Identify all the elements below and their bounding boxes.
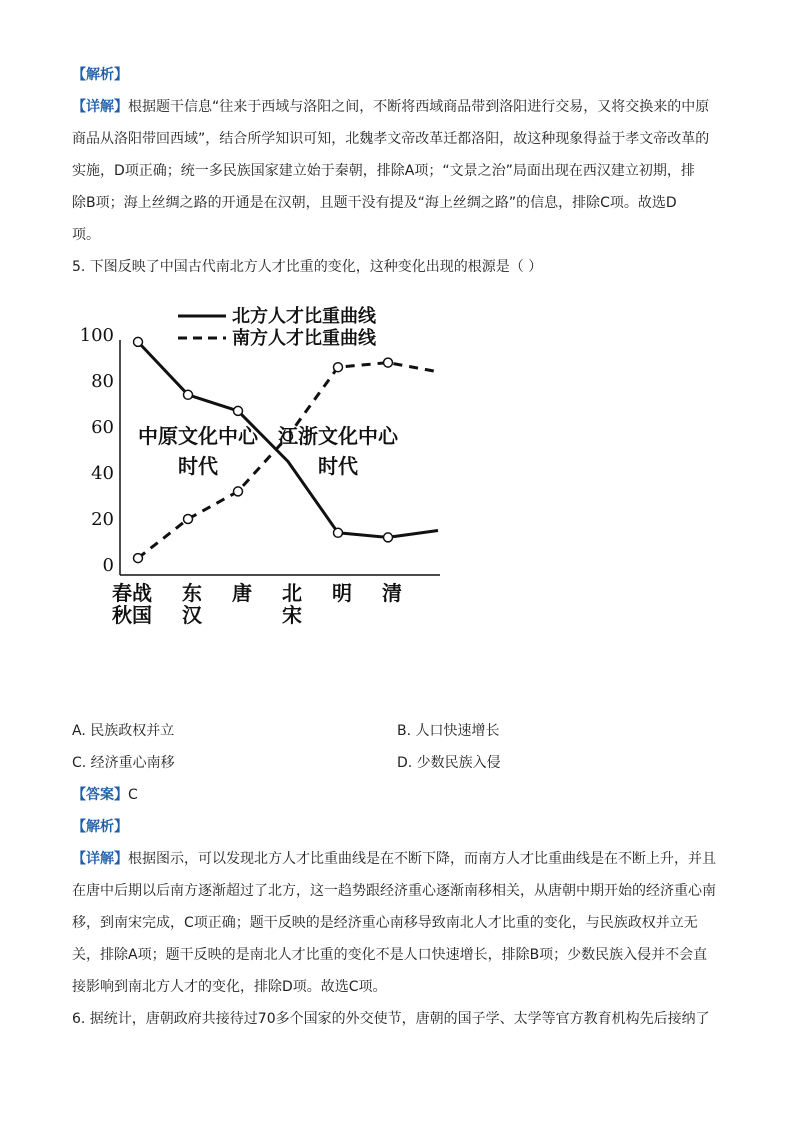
- q5-detail-line-1: [72, 850, 716, 868]
- data-point-north-0: [134, 337, 143, 346]
- detail-label: 【详解】: [72, 99, 128, 115]
- data-point-south-1: [184, 515, 193, 524]
- y-tick-label-40: 40: [91, 463, 114, 484]
- y-tick-label-60: 60: [91, 417, 114, 438]
- q5-detail-line-3: 移，到南宋完成，C项正确；题干反映的是经济重心南移导致南北人才比重的变化，与民族政权并立无: [72, 915, 698, 931]
- q5-detail-line-2: 在唐中后期以后南方逐渐超过了北方，这一趋势跟经济重心逐渐南移相关，从唐朝中期开始的经济重心南: [72, 883, 716, 899]
- x-label-3-bottom: 宋: [282, 603, 302, 627]
- q5-detail-line-5: 接影响到南北方人才的变化，排除D项。故选C项。: [72, 979, 387, 995]
- annotation-0-line1: 中原文化中心: [138, 424, 258, 449]
- x-label-2-top: 唐: [232, 581, 252, 605]
- x-label-3-top: 北: [282, 581, 302, 605]
- option-c: C. 经济重心南移: [72, 755, 175, 771]
- option-b: B. 人口快速增长: [397, 723, 500, 739]
- detail-line-5: 项。: [72, 227, 100, 243]
- talent-ratio-chart: [79, 300, 460, 630]
- data-point-north-4: [334, 528, 343, 537]
- answer-label: 【答案】: [72, 787, 128, 803]
- data-point-south-5: [384, 358, 393, 367]
- data-point-north-1: [184, 390, 193, 399]
- y-tick-label-100: 100: [79, 325, 114, 346]
- analysis-label-q5: 【解析】: [72, 819, 128, 835]
- x-label-0-top: 春战: [112, 581, 152, 605]
- question-6-stem: 6. 据统计，唐朝政府共接待过70多个国家的外交使节，唐朝的国子学、太学等官方教育机构先后接纳了: [72, 1011, 710, 1027]
- x-label-4-top: 明: [332, 581, 352, 605]
- legend-label-1: 南方人才比重曲线: [232, 328, 376, 349]
- analysis-label: 【解析】: [72, 67, 128, 83]
- y-tick-label-0: 0: [102, 555, 114, 576]
- detail-line-2: 商品从洛阳带回西域”，结合所学知识可知，北魏孝文帝改革迁都洛阳，故这种现象得益于孝文帝改革的: [72, 131, 710, 147]
- q5-detail-label: 【详解】: [72, 851, 128, 867]
- option-d: D. 少数民族入侵: [397, 755, 501, 771]
- answer-line: [72, 786, 138, 804]
- detail-line-1: [72, 98, 709, 116]
- answer-value: C: [128, 787, 138, 803]
- y-tick-label-20: 20: [91, 509, 114, 530]
- data-point-south-0: [134, 554, 143, 563]
- data-point-south-4: [334, 363, 343, 372]
- data-point-north-5: [384, 533, 393, 542]
- detail-line-3: 实施，D项正确；统一多民族国家建立始于秦朝，排除A项；“文景之治”局面出现在西汉建立初期，排: [72, 163, 695, 179]
- x-label-0-bottom: 秋国: [112, 603, 152, 627]
- q5-detail-line-4: 关，排除A项；题干反映的是南北人才比重的变化不是人口快速增长，排除B项；少数民族入侵并不会直: [72, 947, 708, 963]
- x-label-1-bottom: 汉: [182, 603, 202, 627]
- detail-line-4: 除B项；海上丝绸之路的开通是在汉朝，且题干没有提及“海上丝绸之路”的信息，排除C项。故选D: [72, 195, 677, 211]
- data-point-north-2: [234, 406, 243, 415]
- annotation-1-line2: 时代: [318, 454, 358, 478]
- detail-text-1: 根据题干信息“往来于西域与洛阳之间，不断将西域商品带到洛阳进行交易，又将交换来的中原: [128, 99, 710, 115]
- question-5-stem: 5. 下图反映了中国古代南北方人才比重的变化，这种变化出现的根源是（ ）: [72, 259, 543, 275]
- x-label-1-top: 东: [182, 581, 202, 605]
- legend-label-0: 北方人才比重曲线: [232, 306, 376, 327]
- option-a: A. 民族政权并立: [72, 723, 175, 739]
- data-point-south-2: [234, 487, 243, 496]
- annotation-0-line2: 时代: [178, 454, 218, 478]
- annotation-1-line1: 江浙文化中心: [278, 424, 398, 449]
- q5-detail-text-1: 根据图示，可以发现北方人才比重曲线是在不断下降，而南方人才比重曲线是在不断上升，并且: [128, 851, 716, 867]
- x-label-5-top: 清: [382, 581, 402, 605]
- y-tick-label-80: 80: [91, 371, 114, 392]
